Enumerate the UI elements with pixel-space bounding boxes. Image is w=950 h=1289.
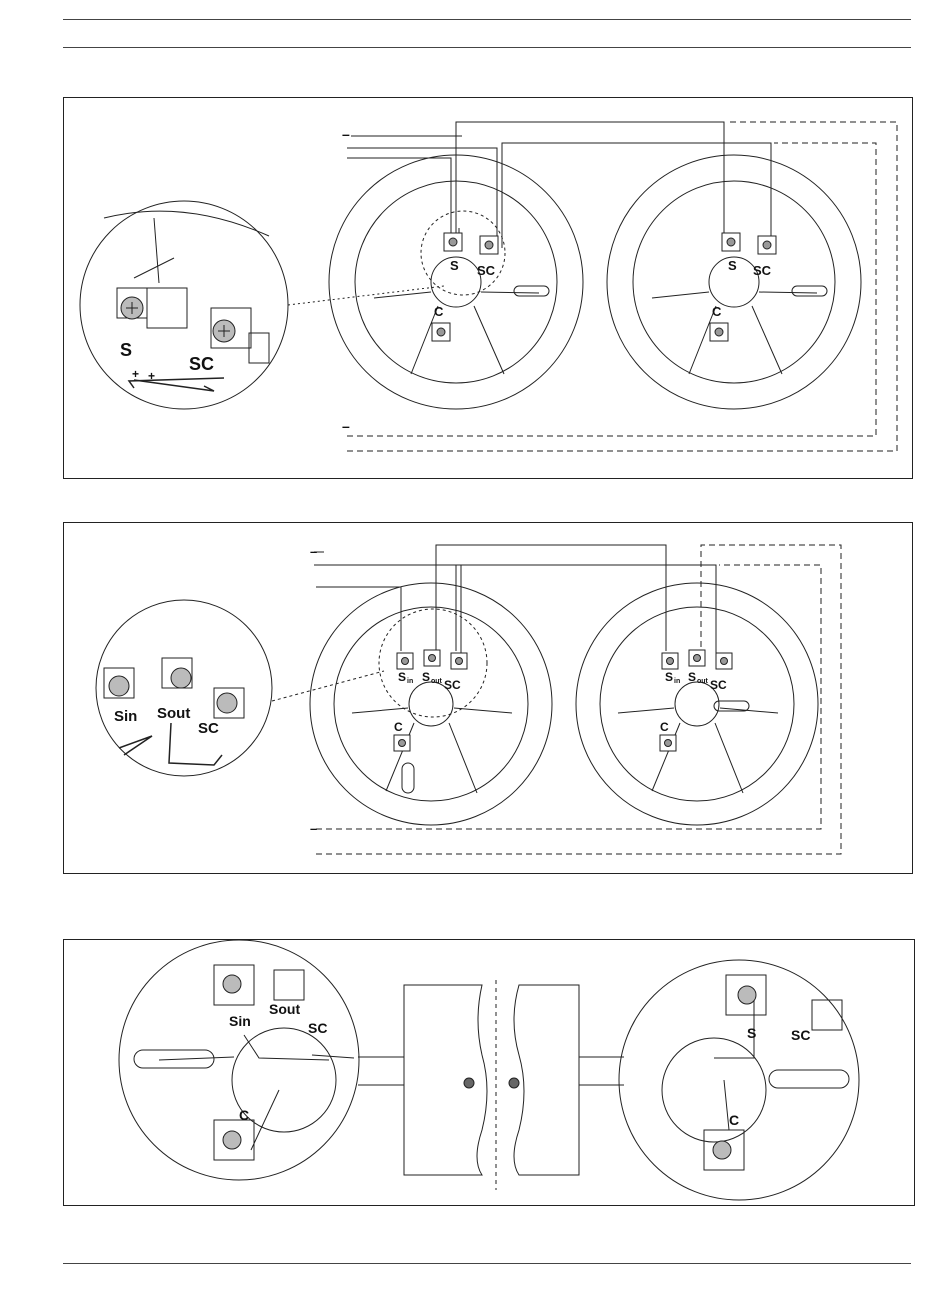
detail-left-label-sin: Sin <box>229 1013 251 1029</box>
base4-label-sc: SC <box>710 678 727 692</box>
base3-label-in: in <box>407 678 414 685</box>
detail-right-label-sc: SC <box>791 1027 811 1043</box>
zoom-label-plus-a: + <box>132 367 140 381</box>
base3-label-c: C <box>394 720 403 734</box>
wiring-diagram-2 <box>64 523 912 873</box>
detail-right-label-c: C <box>729 1112 740 1128</box>
base4-label-s: S <box>665 670 674 684</box>
zoom2-label-sin: Sin <box>114 708 138 725</box>
base4-label-out: out <box>697 678 708 685</box>
figure-base-detail <box>63 939 915 1206</box>
detail-left-label-c: C <box>239 1107 250 1123</box>
detail-left-label-sc: SC <box>308 1020 328 1036</box>
base2-label-c: C <box>712 304 722 319</box>
base4-label-c: C <box>660 720 669 734</box>
wire-minus-bottom-2: – <box>310 821 318 836</box>
zoom2-label-sc: SC <box>198 720 219 737</box>
base1-label-c: C <box>434 304 444 319</box>
base3-label-s2: S <box>422 670 431 684</box>
wire-minus-top-1: – <box>342 126 350 142</box>
base2-label-s: S <box>728 258 737 273</box>
base4-label-s2: S <box>688 670 697 684</box>
base1-label-sc: SC <box>477 263 496 278</box>
detail-right-label-s: S <box>747 1025 757 1041</box>
figure-wiring-sin-sout <box>63 522 913 874</box>
zoom-label-s: S <box>120 340 133 360</box>
footer-rule <box>63 1263 911 1264</box>
zoom-label-plus-b: + <box>148 369 156 383</box>
base3-label-out: out <box>431 678 442 685</box>
base-detail-diagram <box>64 940 914 1205</box>
header-rule-bottom <box>63 47 911 48</box>
base3-label-sc: SC <box>444 678 461 692</box>
figure-wiring-single-s <box>63 97 913 479</box>
wire-minus-top-2: – <box>310 544 318 559</box>
base4-label-in: in <box>674 678 681 685</box>
detail-left-label-sout: Sout <box>269 1001 301 1017</box>
zoom-label-sc: SC <box>189 354 215 374</box>
header-rule-top <box>63 19 911 20</box>
zoom2-label-sout: Sout <box>157 705 191 722</box>
wiring-diagram-1 <box>64 98 912 478</box>
base2-label-sc: SC <box>753 263 772 278</box>
wire-minus-bottom-1: – <box>342 418 350 434</box>
base1-label-s: S <box>450 258 459 273</box>
base3-label-s: S <box>398 670 407 684</box>
